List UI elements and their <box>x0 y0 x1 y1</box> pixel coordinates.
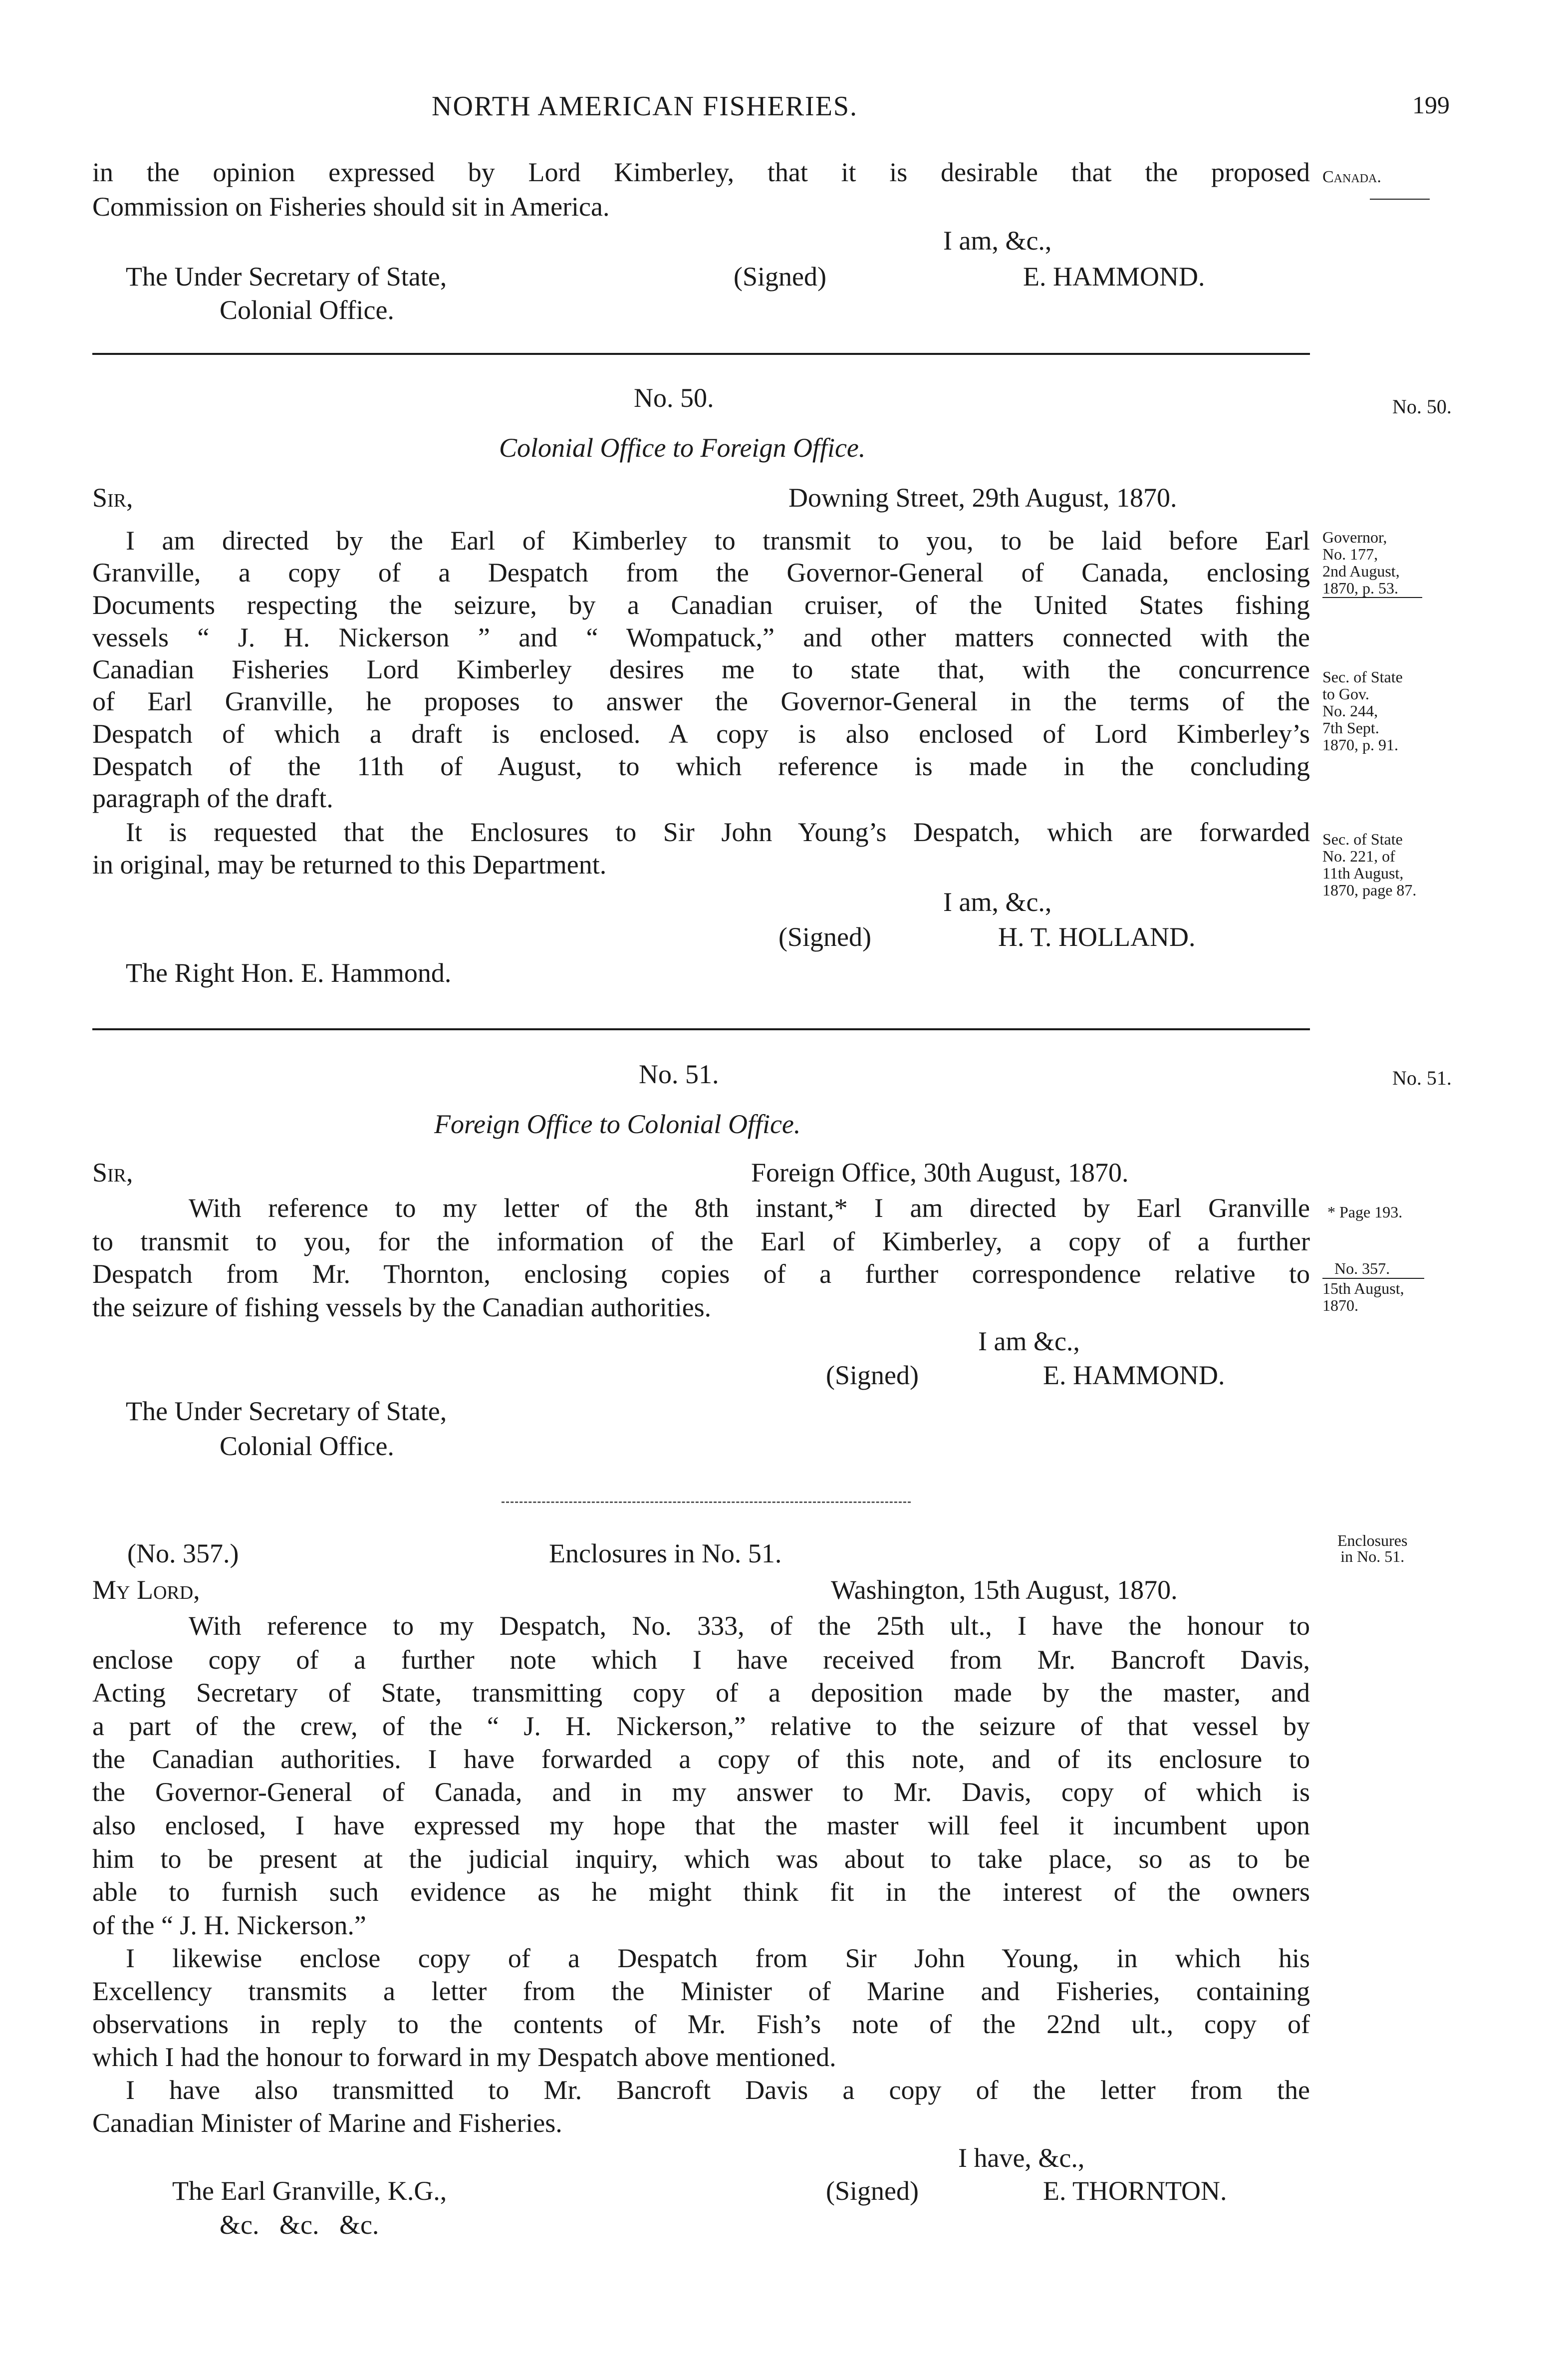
text-line: Despatch of which a draft is enclosed. A copy is also enclosed of Lord Kimberley’s <box>92 719 1310 749</box>
text-line: I am directed by the Earl of Kimberley to transmit to you, to be laid before Earl <box>126 526 1310 556</box>
closing: I am &c., <box>978 1326 1080 1356</box>
text-line: Granville, a copy of a Despatch from the Governor-General of Canada, enclosing <box>92 558 1310 588</box>
margin-note: Canada. <box>1322 168 1381 186</box>
text-line: Excellency transmits a letter from the Minister of Marine and Fisheries, containing <box>92 1976 1310 2006</box>
margin-line: No. 221, of <box>1322 847 1395 865</box>
signatory: H. T. HOLLAND. <box>998 922 1196 952</box>
text-line: I have also transmitted to Mr. Bancroft Davis a copy of the letter from the <box>126 2075 1310 2105</box>
text-line: the seizure of fishing vessels by the Canadian authorities. <box>92 1292 712 1322</box>
margin-line: Governor, <box>1322 528 1387 546</box>
margin-note <box>1322 1260 1424 1313</box>
margin-note <box>1337 1532 1407 1564</box>
salutation: My Lord, <box>92 1575 200 1605</box>
margin-line: 2nd August, <box>1322 562 1400 580</box>
addressee: The Right Hon. E. Hammond. <box>126 958 452 988</box>
salutation: Sir, <box>92 1158 133 1188</box>
text-line: the Canadian authorities. I have forwarded a copy of this note, and of its enclosure to <box>92 1744 1310 1774</box>
text-line: of the “ J. H. Nickerson.” <box>92 1910 366 1940</box>
text-line: Commission on Fisheries should sit in America. <box>92 192 610 222</box>
closing: I am, &c., <box>943 226 1052 256</box>
margin-line: in No. 51. <box>1340 1547 1405 1565</box>
text-line: Despatch from Mr. Thornton, enclosing copies of a further correspondence relative to <box>92 1259 1310 1289</box>
addressee: The Earl Granville, K.G., <box>172 2176 447 2206</box>
section-subtitle: Foreign Office to Colonial Office. <box>434 1109 801 1139</box>
margin-line: Sec. of State <box>1322 668 1403 686</box>
margin-note <box>1322 529 1422 598</box>
text-line: Acting Secretary of State, transmitting copy of a deposition made by the master, and <box>92 1678 1310 1708</box>
text-line: in original, may be returned to this Department. <box>92 850 607 880</box>
margin-line: Enclosures <box>1337 1531 1408 1549</box>
text-line: It is requested that the Enclosures to Sir John Young’s Despatch, which are forwarded <box>126 817 1310 847</box>
addressee: Colonial Office. <box>220 295 394 325</box>
addressee: &c. &c. &c. <box>220 2210 379 2240</box>
signed-label: (Signed) <box>826 1360 919 1390</box>
text-line: able to furnish such evidence as he might think fit in the interest of the owners <box>92 1877 1310 1907</box>
section-number: No. 50. <box>634 383 714 413</box>
text-line: to transmit to you, for the information of the Earl of Kimberley, a copy of a further <box>92 1226 1310 1256</box>
text-line: Despatch of the 11th of August, to which reference is made in the concluding <box>92 751 1310 781</box>
addressee: The Under Secretary of State, <box>126 262 447 292</box>
signatory: E. HAMMOND. <box>1023 262 1205 292</box>
text-line: Canadian Fisheries Lord Kimberley desires me to state that, with the concurrence <box>92 654 1310 684</box>
text-line: a part of the crew, of the “ J. H. Nickerson,” relative to the seizure of that vessel by <box>92 1711 1310 1741</box>
text-line: which I had the honour to forward in my Despatch above mentioned. <box>92 2042 836 2072</box>
margin-line: 11th August, <box>1322 864 1404 882</box>
text-line: enclose copy of a further note which I have received from Mr. Bancroft Davis, <box>92 1645 1310 1675</box>
text-line: the Governor-General of Canada, and in my answer to Mr. Davis, copy of which is <box>92 1777 1310 1807</box>
margin-section-number: No. 51. <box>1392 1067 1452 1089</box>
text-line: Canadian Minister of Marine and Fisheries. <box>92 2108 562 2138</box>
dateline: Washington, 15th August, 1870. <box>831 1575 1178 1605</box>
text-line: I likewise enclose copy of a Despatch from Sir John Young, in which his <box>126 1943 1310 1973</box>
page-number: 199 <box>1412 91 1450 119</box>
dateline: Downing Street, 29th August, 1870. <box>788 483 1177 513</box>
margin-line: No. 244, <box>1322 702 1378 720</box>
enclosure-number: (No. 357.) <box>127 1538 239 1568</box>
margin-line: 1870, p. 91. <box>1322 736 1398 754</box>
text-line: him to be present at the judicial inquiry, which was about to take place, so as to be <box>92 1844 1310 1874</box>
closing: I have, &c., <box>958 2143 1085 2173</box>
section-number: No. 51. <box>639 1059 719 1089</box>
text-line: paragraph of the draft. <box>92 783 333 813</box>
margin-line: to Gov. <box>1322 685 1369 703</box>
margin-line: Sec. of State <box>1322 830 1403 848</box>
running-title: NORTH AMERICAN FISHERIES. <box>432 91 858 122</box>
text-line: With reference to my letter of the 8th instant,* I am directed by Earl Granville <box>189 1193 1310 1223</box>
text-line: vessels “ J. H. Nickerson ” and “ Wompatuck,” and other matters connected with the <box>92 622 1310 652</box>
closing: I am, &c., <box>943 887 1052 917</box>
addressee: The Under Secretary of State, <box>126 1396 447 1426</box>
margin-rule <box>1370 199 1430 200</box>
salutation: Sir, <box>92 483 133 513</box>
text-line: observations in reply to the contents of Mr. Fish’s note of the 22nd ult., copy of <box>92 2009 1310 2039</box>
margin-section-number: No. 50. <box>1392 395 1452 418</box>
text-line: also enclosed, I have expressed my hope that the master will feel it incumbent upon <box>92 1810 1310 1840</box>
text-line: of Earl Granville, he proposes to answer the Governor-General in the terms of the <box>92 686 1310 716</box>
signed-label: (Signed) <box>778 922 871 952</box>
margin-line: 1870, page 87. <box>1322 881 1417 899</box>
margin-line: 7th Sept. <box>1322 719 1379 737</box>
text-line: Documents respecting the seizure, by a Canadian cruiser, of the United States fishing <box>92 590 1310 620</box>
signatory: E. THORNTON. <box>1043 2176 1227 2206</box>
margin-line: No. 177, <box>1322 545 1378 563</box>
dateline: Foreign Office, 30th August, 1870. <box>751 1158 1129 1188</box>
section-divider <box>92 353 1310 355</box>
enclosure-divider <box>502 1501 911 1503</box>
margin-line: 1870. <box>1322 1296 1358 1314</box>
signatory: E. HAMMOND. <box>1043 1360 1225 1390</box>
signed-label: (Signed) <box>826 2176 919 2206</box>
signed-label: (Signed) <box>734 262 826 292</box>
text-line: in the opinion expressed by Lord Kimberley, that it is desirable that the proposed <box>92 157 1310 187</box>
margin-line: 15th August, <box>1322 1279 1404 1297</box>
enclosure-title: Enclosures in No. 51. <box>549 1538 782 1568</box>
margin-note: * Page 193. <box>1327 1203 1403 1221</box>
margin-note <box>1322 831 1416 898</box>
margin-line: 1870, p. 53. <box>1322 580 1422 598</box>
text-line: With reference to my Despatch, No. 333, of the 25th ult., I have the honour to <box>189 1611 1310 1641</box>
margin-note <box>1322 669 1403 753</box>
section-divider <box>92 1028 1310 1030</box>
margin-line: No. 357. <box>1322 1260 1424 1279</box>
addressee: Colonial Office. <box>220 1431 394 1461</box>
section-subtitle: Colonial Office to Foreign Office. <box>499 433 866 463</box>
